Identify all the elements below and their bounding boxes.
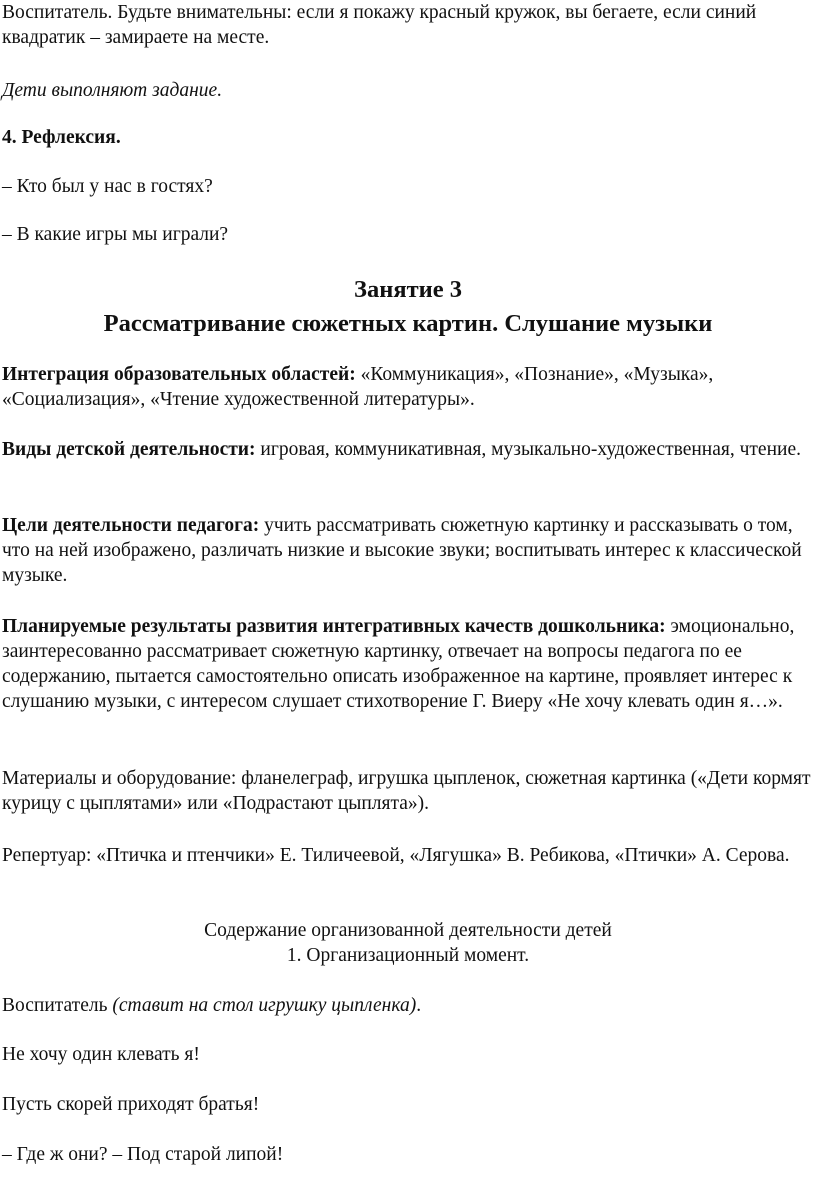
paragraph-repertoire: Репертуар: «Птичка и птенчики» Е. Тиличеевой, «Лягушка» В. Ребикова, «Птички» А. Серова.: [2, 845, 790, 866]
question-games: – В какие игры мы играли?: [2, 224, 229, 245]
teacher-end: .: [416, 995, 422, 1016]
paragraph-goals: [2, 513, 814, 588]
paragraph-results: [2, 614, 814, 714]
paragraph-children-task: Дети выполняют задание.: [2, 80, 223, 101]
paragraph-teacher-action: [2, 993, 814, 1018]
results-text: эмоционально, заинтересованно рассматривает сюжетную картинку, отвечает на вопросы педагога по ее содержанию, пытается самостоятельно описать изображенное на картине, проявляет интерес к слушанию музыки, с интересом слушает стихотворение Г. Виеру «Не хочу клевать один я…».: [2, 616, 795, 712]
paragraph-materials: Материалы и оборудование: фланелеграф, игрушка цыпленок, сюжетная картинка («Дети кормят курицу с цыплятами» или «Подрастают цыплята»).: [2, 768, 811, 814]
poem-line: Не хочу один клевать я!: [2, 1044, 200, 1065]
integration-label: Интеграция образовательных областей:: [2, 364, 356, 385]
content-item: 1. Организационный момент.: [286, 945, 530, 966]
lesson-subtitle: Рассматривание сюжетных картин. Слушание музыки: [103, 310, 713, 337]
section-heading-reflection: 4. Рефлексия.: [2, 127, 121, 148]
content-heading: Содержание организованной деятельности детей: [204, 920, 612, 941]
results-label: Планируемые результаты развития интегративных качеств дошкольника:: [2, 616, 666, 637]
question-guests: – Кто был у нас в гостях?: [2, 176, 213, 197]
goals-text: учить рассматривать сюжетную картинку и рассказывать о том, что на ней изображено, различать низкие и высокие звуки; воспитывать интерес к классической музыке.: [2, 515, 802, 586]
content-heading-block: [2, 918, 814, 968]
paragraph-instruction: Воспитатель. Будьте внимательны: если я покажу красный кружок, вы бегаете, если синий квадратик – замираете на месте.: [2, 2, 757, 48]
poem-line: – Где ж они? – Под старой липой!: [2, 1144, 284, 1165]
lesson-title: Занятие 3: [354, 276, 462, 303]
teacher-action: (ставит на стол игрушку цыпленка): [112, 995, 417, 1016]
activities-label: Виды детской деятельности:: [2, 439, 256, 460]
integration-text: «Коммуникация», «Познание», «Музыка», «Социализация», «Чтение художественной литературы».: [2, 364, 714, 410]
goals-label: Цели деятельности педагога:: [2, 515, 260, 536]
paragraph-integration: [2, 362, 814, 412]
activities-text: игровая, коммуникативная, музыкально-художественная, чтение.: [255, 439, 801, 460]
poem-line: Пусть скорей приходят братья!: [2, 1094, 260, 1115]
paragraph-activities: [2, 437, 814, 462]
teacher-label: Воспитатель: [2, 995, 113, 1016]
